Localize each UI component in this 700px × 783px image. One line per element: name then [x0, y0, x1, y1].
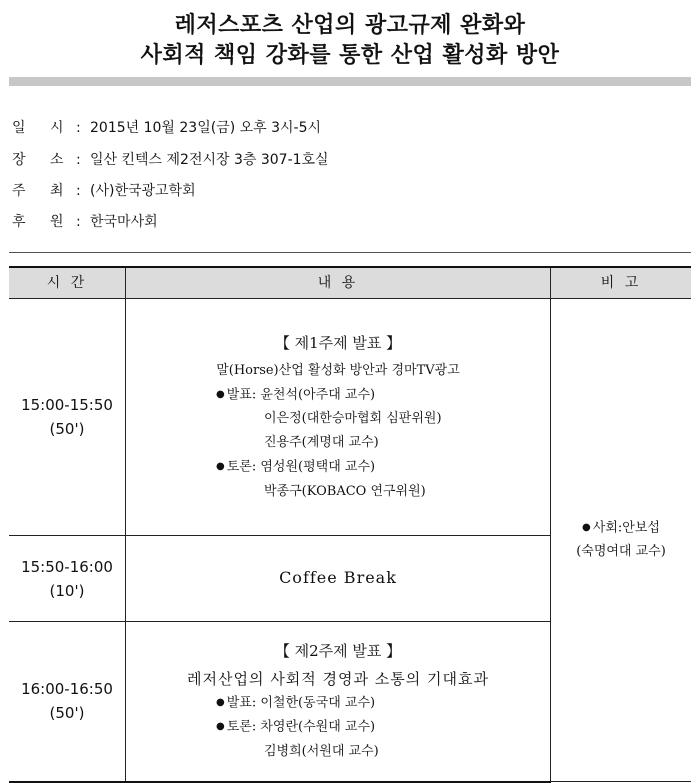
- info-key-char1: 주: [12, 183, 26, 199]
- time-duration: (50'): [49, 420, 85, 438]
- title-divider-bar: [9, 77, 691, 86]
- time-range: 15:00-15:50: [21, 396, 113, 414]
- bullet-icon: ●: [216, 696, 225, 708]
- topic-subject: 레저산업의 사회적 경영과 소통의 기대효과: [187, 669, 489, 688]
- presenter-label: 발표:: [226, 695, 261, 711]
- participants-block: [126, 383, 550, 504]
- discussant-line: [216, 715, 550, 740]
- presenter-line: [216, 383, 550, 408]
- document-title-line2: 사회적 책임 강화를 통한 산업 활성화 방안: [140, 43, 560, 68]
- time-duration: (50'): [49, 704, 85, 723]
- bullet-icon: ●: [216, 461, 225, 472]
- info-key-char1: 후: [12, 214, 26, 230]
- info-key-char2: 소: [50, 152, 64, 168]
- content-cell: [126, 536, 551, 622]
- note-cell: [551, 299, 692, 782]
- schedule-row-session1: [9, 299, 691, 536]
- info-value-datetime: 2015년 10월 23일(금) 오후 3시-5시: [90, 120, 322, 136]
- info-key-char1: 일: [12, 120, 26, 136]
- time-cell: [9, 299, 126, 536]
- info-value-host: (사)한국광고학회: [90, 183, 196, 199]
- bullet-icon: ●: [216, 721, 225, 733]
- info-key-char2: 시: [50, 120, 64, 136]
- moderator-label: 사회:안보섭: [592, 520, 660, 536]
- discussant-label: 토론:: [226, 459, 261, 475]
- time-duration: (10'): [49, 581, 85, 600]
- bullet-icon: ●: [216, 388, 225, 400]
- presenter-name: 이철한(동국대 교수): [260, 695, 376, 711]
- header-time: 시 간: [9, 267, 126, 299]
- info-colon: :: [76, 120, 81, 136]
- presenter-name: 진용주(계명대 교수): [264, 435, 379, 450]
- coffee-break-text: Coffee Break: [279, 567, 397, 587]
- info-key-char1: 장: [12, 152, 26, 168]
- topic-heading: 【 제2주제 발표 】: [274, 641, 402, 660]
- schedule-header-row: [9, 267, 691, 299]
- discussant-name: 박종구(KOBACO 연구위원): [264, 483, 426, 499]
- presenter-name: 이은정(대한승마협회 심판위원): [264, 411, 442, 426]
- presenter-label: 발표:: [226, 387, 261, 402]
- info-colon: :: [76, 152, 81, 168]
- discussant-line: [216, 455, 550, 480]
- moderator-affiliation: (숙명여대 교수): [576, 544, 666, 560]
- info-key-char2: 원: [50, 214, 64, 230]
- time-range: 16:00-16:50: [21, 680, 113, 699]
- moderator-line: [551, 516, 691, 541]
- discussant-label: 토론:: [226, 719, 261, 735]
- content-cell: [126, 299, 551, 536]
- discussant-name: 김병희(서원대 교수): [264, 743, 379, 759]
- bullet-icon: ●: [582, 521, 591, 533]
- info-colon: :: [76, 214, 81, 230]
- discussant-name: 차영란(수원대 교수): [260, 719, 376, 735]
- time-range: 15:50-16:00: [21, 557, 113, 576]
- discussant-name: 염성원(평택대 교수): [260, 459, 376, 475]
- presenter-name: 윤천석(아주대 교수): [260, 387, 376, 402]
- topic-subject: 말(Horse)산업 활성화 방안과 경마TV광고: [216, 362, 460, 378]
- info-value-sponsor: 한국마사회: [90, 214, 158, 230]
- header-content: 내 용: [126, 267, 551, 299]
- time-cell: [9, 536, 126, 622]
- info-colon: :: [76, 183, 81, 199]
- header-note: 비 고: [551, 267, 692, 299]
- presenter-line: [216, 691, 550, 716]
- info-value-venue: 일산 킨텍스 제2전시장 3층 307-1호실: [90, 152, 329, 168]
- content-cell: [126, 622, 551, 782]
- schedule-table: [9, 266, 691, 783]
- document-title-line1: 레저스포츠 산업의 광고규제 완화와: [174, 13, 526, 38]
- section-divider-line: [9, 252, 691, 253]
- time-cell: [9, 622, 126, 782]
- topic-heading: 【 제1주제 발표 】: [274, 333, 402, 352]
- info-key-char2: 최: [50, 183, 64, 199]
- participants-block: [126, 691, 550, 764]
